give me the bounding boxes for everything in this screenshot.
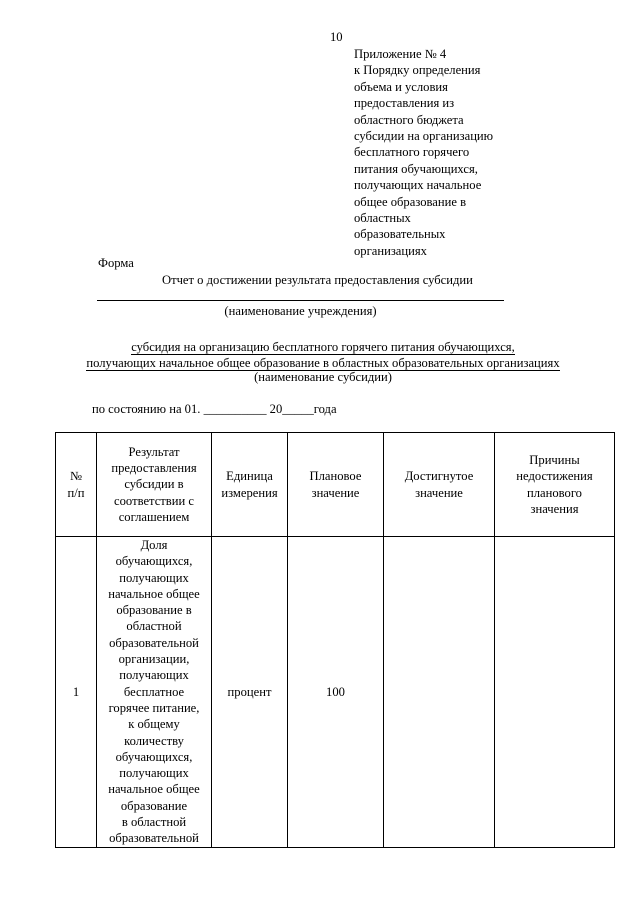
appendix-line: общее образование в (354, 194, 467, 209)
row-result: Доля обучающихся, получающих начальное общее образование в областной образовательной организации, получающих бесплатное горячее питание, к общему количеству обучающихся, получающих начальное общее образование в областной образовательной (97, 537, 212, 848)
header-planned: Плановое значение (288, 433, 384, 537)
report-title: Отчет о достижении результата предоставления субсидии (162, 273, 473, 287)
page-number: 10 (330, 30, 343, 44)
appendix-line: объема и условия (354, 79, 448, 94)
form-label: Форма (98, 256, 134, 270)
header-result: Результат предоставления субсидии в соответствии с соглашением (97, 433, 212, 537)
row-planned: 100 (288, 537, 384, 848)
row-unit: процент (212, 537, 288, 848)
row-achieved[interactable] (384, 537, 495, 848)
appendix-line: областных (354, 211, 411, 226)
appendix-line: получающих начальное (354, 178, 482, 193)
header-unit: Единица измерения (212, 433, 288, 537)
header-num: № п/п (56, 433, 97, 537)
institution-name-line[interactable] (97, 300, 504, 301)
subsidy-line: субсидия на организацию бесплатного горячего питания обучающихся, (131, 340, 515, 354)
appendix-line: к Порядку определения (354, 63, 481, 78)
appendix-line: образовательных (354, 227, 446, 242)
appendix-block (354, 46, 493, 259)
subsidy-line: получающих начальное общее образование в областных образовательных организациях (86, 356, 560, 370)
table-row (56, 537, 615, 848)
appendix-line: предоставления из (354, 96, 455, 111)
header-achieved: Достигнутое значение (384, 433, 495, 537)
appendix-line: субсидии на организацию (354, 129, 494, 144)
row-reasons[interactable] (495, 537, 615, 848)
row-num: 1 (56, 537, 97, 848)
table-header-row (56, 433, 615, 537)
subsidy-name (56, 339, 590, 371)
appendix-line: питания обучающихся, (354, 161, 478, 176)
header-reasons: Причины недостижения планового значения (495, 433, 615, 537)
appendix-line: организациях (354, 243, 427, 258)
as-of-date-line: по состоянию на 01. __________ 20_____года (92, 402, 337, 416)
subsidy-caption: (наименование субсидии) (254, 370, 392, 384)
report-table (55, 432, 615, 848)
appendix-line: бесплатного горячего (354, 145, 470, 160)
institution-caption: (наименование учреждения) (224, 304, 377, 318)
appendix-line: Приложение № 4 (354, 47, 447, 61)
appendix-line: областного бюджета (354, 112, 464, 127)
